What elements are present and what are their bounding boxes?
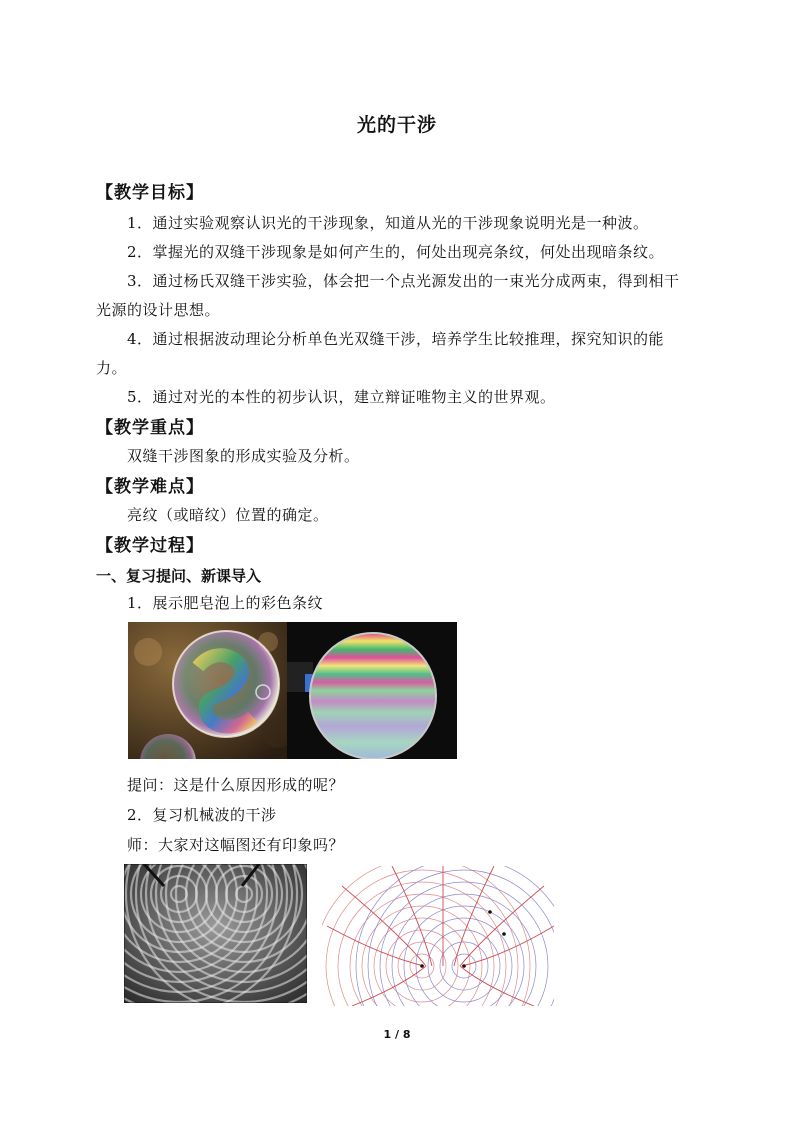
- objective-item-3-line-2: 光源的设计思想。: [96, 301, 221, 319]
- wave-interference-diagram: [322, 866, 554, 1006]
- process-step-1: 1．展示肥皂泡上的彩色条纹: [127, 594, 324, 612]
- process-part-1-heading: 一、复习提问、新课导入: [96, 567, 262, 585]
- objective-item-3-line-1: 3．通过杨氏双缝干涉实验，体会把一个点光源发出的一束光分成两束，得到相干: [127, 272, 680, 290]
- page-title: 光的干涉: [356, 114, 437, 136]
- objective-item-2: 2．掌握光的双缝干涉现象是如何产生的，何处出现亮条纹，何处出现暗条纹。: [127, 243, 665, 261]
- key-point-text: 双缝干涉图象的形成实验及分析。: [127, 447, 360, 465]
- section-objectives-heading: 【教学目标】: [96, 183, 204, 203]
- process-step-2: 2．复习机械波的干涉: [127, 806, 277, 824]
- film-interference-photo: [287, 622, 457, 759]
- difficulty-text: 亮纹（或暗纹）位置的确定。: [127, 506, 329, 524]
- soap-bubble-photo: [128, 622, 287, 759]
- water-ripple-interference-photo: [124, 864, 307, 1003]
- section-process-heading: 【教学过程】: [96, 536, 204, 556]
- process-question-1: 提问：这是什么原因形成的呢？: [127, 776, 345, 794]
- section-difficulties-heading: 【教学难点】: [96, 477, 204, 497]
- objective-item-4-line-1: 4．通过根据波动理论分析单色光双缝干涉，培养学生比较推理，探究知识的能: [127, 330, 665, 348]
- objective-item-1: 1．通过实验观察认识光的干涉现象，知道从光的干涉现象说明光是一种波。: [127, 214, 649, 232]
- page-number: 1 / 8: [383, 1028, 411, 1041]
- objective-item-5: 5．通过对光的本性的初步认识，建立辩证唯物主义的世界观。: [127, 388, 556, 406]
- objective-item-4-line-2: 力。: [96, 359, 128, 377]
- section-key-points-heading: 【教学重点】: [96, 418, 204, 438]
- process-teacher-line: 师：大家对这幅图还有印象吗？: [127, 836, 345, 854]
